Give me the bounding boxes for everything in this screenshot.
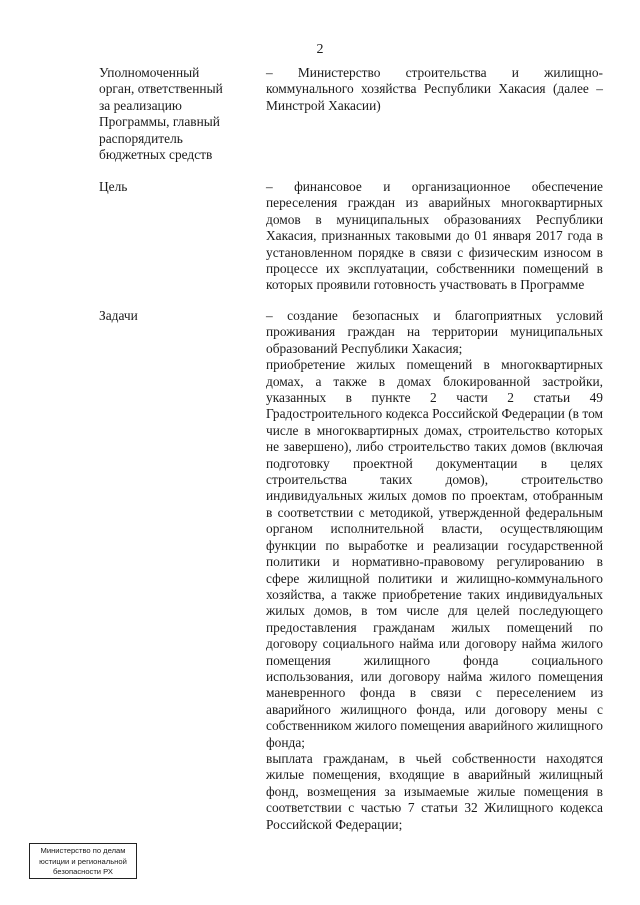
row-label bbox=[99, 179, 259, 195]
label-line: Уполномоченный bbox=[99, 65, 200, 80]
content-paragraph: – финансовое и организационное обеспечение переселения граждан из аварийных многоквартирных домов в муниципальных образованиях Республики Хакасия, признанных таковыми до 01 января 2017 года в установленном порядке в связи с физическим износом в процессе их эксплуатации, собственники помещений в которых проявили готовность участвовать в Программе bbox=[266, 179, 603, 293]
label-line: Программы, главный bbox=[99, 114, 220, 130]
row-label bbox=[99, 65, 259, 163]
content-paragraph: – создание безопасных и благоприятных условий проживания граждан на территории муниципальных образований Республики Хакасия; bbox=[266, 308, 603, 356]
stamp-line: юстиции и региональной bbox=[39, 856, 127, 866]
row-label bbox=[99, 308, 259, 324]
label-line: бюджетных средств bbox=[99, 147, 213, 163]
label-line: за реализацию bbox=[99, 97, 182, 113]
registration-stamp bbox=[29, 843, 137, 879]
page-number: 2 bbox=[316, 42, 324, 57]
label-line: Цель bbox=[99, 179, 128, 194]
row-content bbox=[266, 179, 603, 294]
row-content bbox=[266, 65, 603, 114]
stamp-line: Министерство по делам bbox=[40, 846, 126, 855]
stamp-line: безопасности РХ bbox=[53, 867, 113, 877]
content-paragraph: выплата гражданам, в чьей собственности находятся жилые помещения, входящие в аварийный жилищный фонд, возмещения за изымаемые жилые помещения в соответствии с частью 7 статьи 32 Жилищного кодекса Российской Федерации; bbox=[266, 750, 603, 832]
label-line: орган, ответственный bbox=[99, 81, 223, 97]
content-paragraph: – Министерство строительства и жилищно-коммунального хозяйства Республики Хакасия (далее – Минстрой Хакасии) bbox=[266, 65, 603, 113]
content-paragraph: приобретение жилых помещений в многоквартирных домах, а также в домах блокированной застройки, указанных в пункте 2 части 2 статьи 49 Градостроительного кодекса Российской Федерации (в том числе в многоквартирных домах, строительство которых не завершено), либо строительство таких домов (включая подготовку проектной документации в целях строительства таких домов), строительство индивидуальных жилых домов по проектам, отобранным в соответствии с методикой, утвержденной федеральным органом исполнительной власти, осуществляющим функции по выработке и реализации государственной политики и нормативно-правовому регулированию в сфере жилищной политики и жилищно-коммунального хозяйства, а также приобретение таких индивидуальных жилых домов, в том числе для целей последующего предоставления гражданам жилых помещений по договору социального найма или договору найма жилого помещения жилищного фонда социального использования, или договору найма жилого помещения маневренного фонда в связи с переселением из аварийного жилищного фонда, или договору мены с собственником жилого помещения аварийного жилищного фонда; bbox=[266, 357, 603, 750]
row-content bbox=[266, 308, 603, 833]
label-line: Задачи bbox=[99, 308, 138, 323]
label-line: распорядитель bbox=[99, 130, 183, 146]
